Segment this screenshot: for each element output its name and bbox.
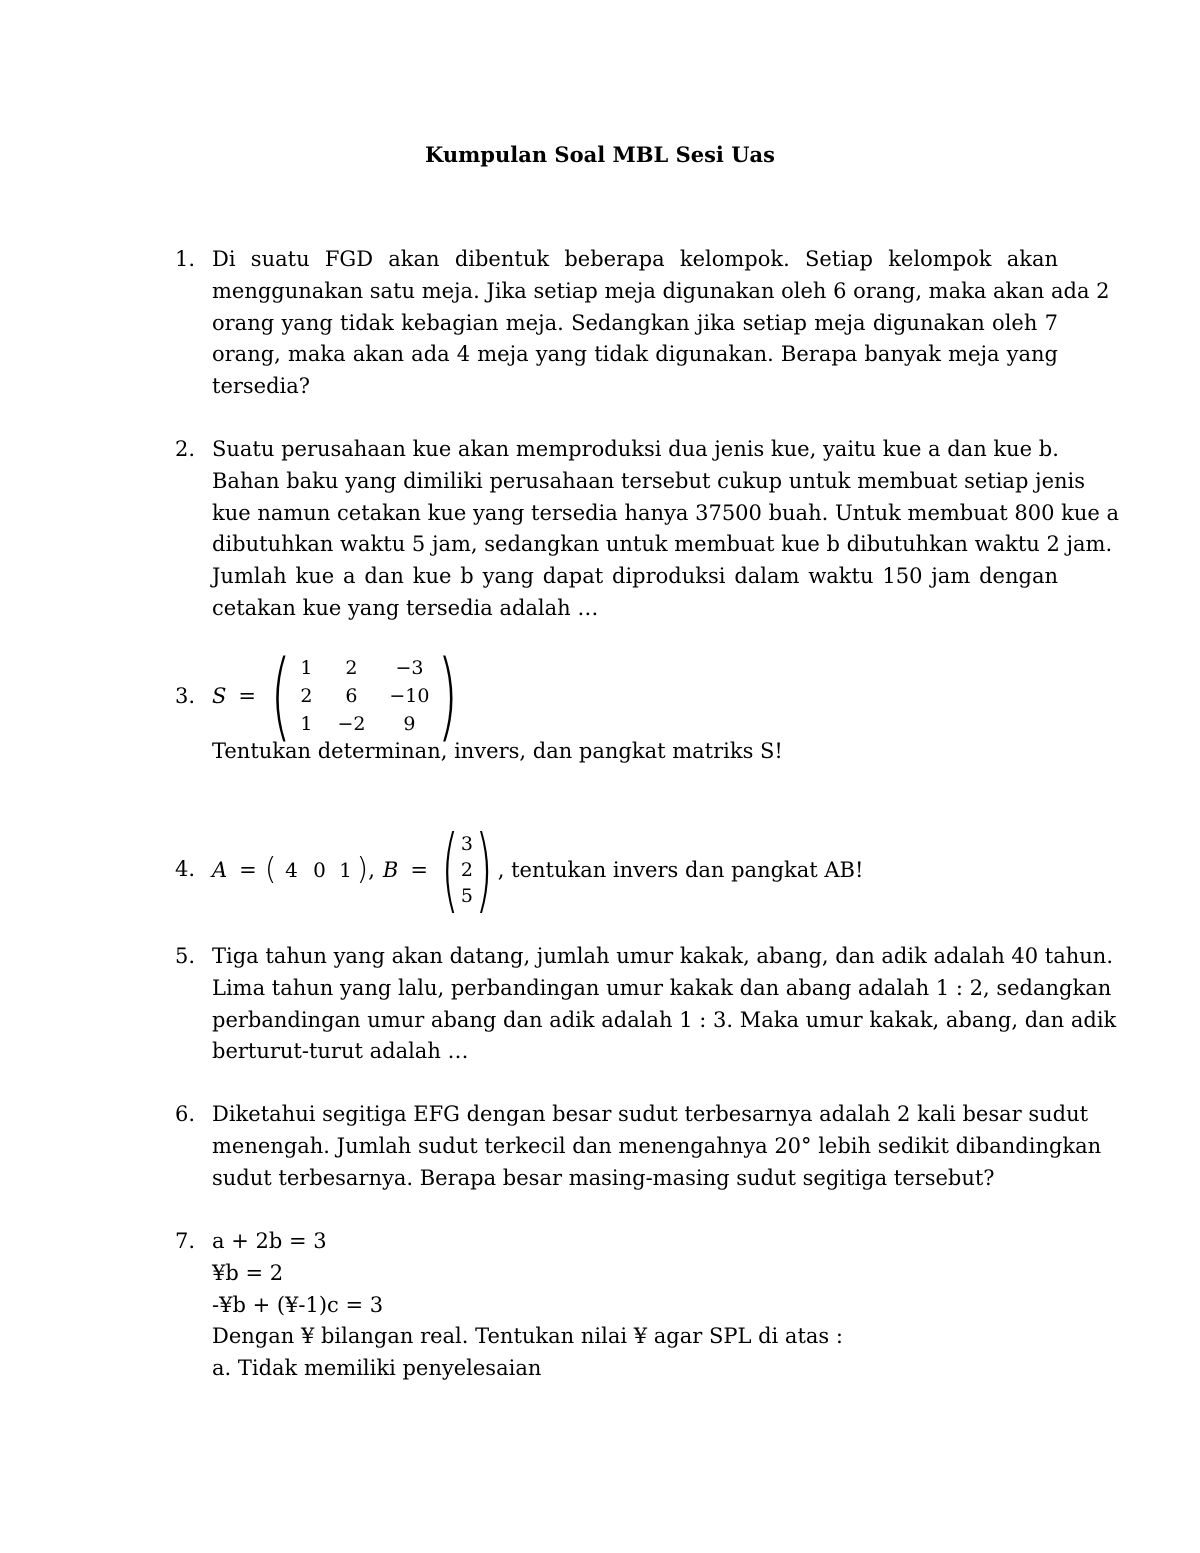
question-2 [175,434,1120,625]
matrix-variable: S [212,684,227,708]
text-line: orang, maka akan ada 4 meja yang tidak digunakan. Berapa banyak meja yang [212,342,1058,367]
text-line: menggunakan satu meja. Jika setiap meja digunakan oleh 6 orang, maka akan ada 2 [212,278,1110,303]
text-line: orang yang tidak kebagian meja. Sedangkan jika setiap meja digunakan oleh 7 [212,310,1058,335]
matrix-s [289,654,439,738]
matrix-cell: 2 [460,859,473,881]
question-text [212,736,1058,768]
matrix-a [279,856,357,884]
text-line: Jumlah kue a dan kue b yang dapat diproduksi dalam waktu 150 jam dengan [212,564,1058,589]
question-text: , tentukan invers dan pangkat AB! [497,858,864,882]
matrix-cell: 0 [313,858,326,882]
text-line: a. Tidak memiliki penyelesaian [212,1356,542,1381]
question-text [212,1099,1102,1194]
equals-sign: = [238,684,256,708]
question-4 [175,816,1060,923]
text-line: cetakan kue yang tersedia adalah … [212,595,599,620]
right-paren: ) [437,640,459,752]
equals-sign: = [410,858,428,882]
text-line: sudut terbesarnya. Berapa besar masing-masing sudut segitiga tersebut? [212,1165,995,1190]
matrix-cell: 1 [339,858,352,882]
matrix-cell: −3 [395,657,424,679]
question-7 [175,1226,1060,1385]
matrix-cell: −10 [389,685,430,707]
text-line: Tiga tahun yang akan datang, jumlah umur kakak, abang, dan adik adalah 40 tahun. [212,944,1114,968]
text-line: Lima tahun yang lalu, perbandingan umur kakak dan abang adalah 1 : 2, sedangkan [212,975,1112,1000]
text-line: menengah. Jumlah sudut terkecil dan menengahnya 20° lebih sedikit dibandingkan [212,1133,1102,1158]
text-line: berturut-turut adalah … [212,1039,469,1064]
matrix-b-variable: B [382,858,399,882]
text-line: Diketahui segitiga EFG dengan besar sudut terbesarnya adalah 2 kali besar sudut [212,1102,1089,1126]
equation-line: -¥b + (¥-1)c = 3 [212,1292,384,1317]
question-3 [175,640,1060,780]
matrix-ab-equation [212,816,864,923]
left-paren: ( [264,852,277,887]
matrix-cell: 3 [460,833,473,855]
text-line: Tentukan determinan, invers, dan pangkat matriks S! [212,739,783,763]
question-number: 6. [175,1102,196,1126]
matrix-cell: 2 [345,657,358,679]
left-paren: ( [270,640,292,752]
matrix-a-variable: A [212,858,228,882]
text-line: dibutuhkan waktu 5 jam, sedangkan untuk membuat kue b dibutuhkan waktu 2 jam. [212,532,1113,557]
equals-sign: = [239,858,257,882]
question-5 [175,941,1117,1068]
matrix-cell: 9 [403,713,416,735]
matrix-s-equation [212,640,467,752]
text-line: Di suatu FGD akan dibentuk beberapa kelompok. Setiap kelompok akan [212,247,1058,271]
question-text [212,434,1120,625]
question-text [212,941,1117,1068]
question-number: 2. [175,437,196,461]
question-number: 3. [175,684,196,708]
equation-line: a + 2b = 3 [212,1229,327,1253]
separator: , [368,858,375,882]
question-1 [175,244,1110,403]
question-text [212,244,1110,403]
text-line: Suatu perusahaan kue akan memproduksi dua jenis kue, yaitu kue a dan kue b. [212,437,1059,461]
matrix-cell: 4 [285,858,298,882]
question-number: 7. [175,1229,196,1253]
question-number: 5. [175,944,196,968]
text-line: Bahan baku yang dimiliki perusahaan tersebut cukup untuk membuat setiap jenis [212,468,1086,493]
question-number: 4. [175,857,196,881]
right-paren: ) [356,852,369,887]
page-title: Kumpulan Soal MBL Sesi Uas [425,142,775,167]
question-6 [175,1099,1102,1194]
matrix-cell: 1 [300,657,313,679]
text-line: tersedia? [212,374,311,399]
equation-line: ¥b = 2 [212,1260,284,1285]
question-text [212,1226,1058,1385]
text-line: kue namun cetakan kue yang tersedia hanya 37500 buah. Untuk membuat 800 kue a [212,500,1120,525]
matrix-cell: 5 [460,885,473,907]
matrix-cell: 6 [345,685,358,707]
matrix-cell: −2 [337,713,366,735]
text-line: perbandingan umur abang dan adik adalah 1 : 3. Maka umur kakak, abang, dan adik [212,1007,1117,1032]
matrix-cell: 2 [300,685,313,707]
right-paren: ) [474,816,493,923]
matrix-cell: 1 [300,713,313,735]
text-line: Dengan ¥ bilangan real. Tentukan nilai ¥ agar SPL di atas : [212,1324,843,1349]
left-paren: ( [440,816,459,923]
question-number: 1. [175,247,196,271]
